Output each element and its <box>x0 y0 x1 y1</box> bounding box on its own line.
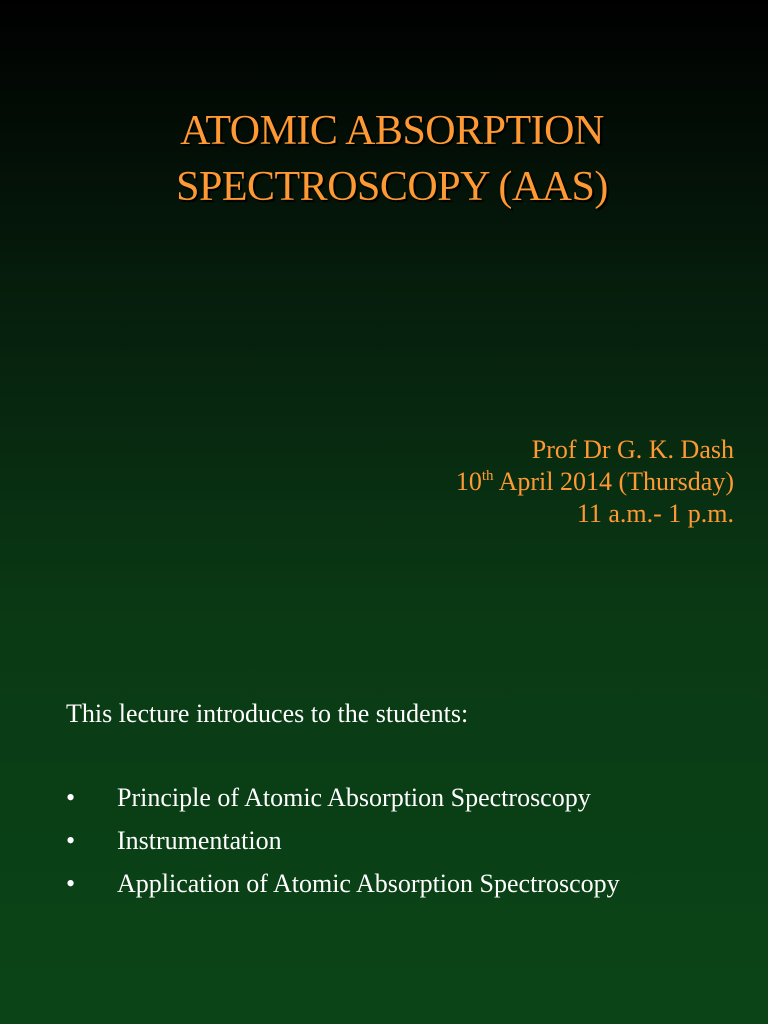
list-item-text: Application of Atomic Absorption Spectroscopy <box>117 869 620 898</box>
lecture-info <box>456 434 734 530</box>
list-item <box>66 868 620 911</box>
title-line-1: ATOMIC ABSORPTION <box>180 108 604 154</box>
presenter-name: Prof Dr G. K. Dash <box>531 435 734 464</box>
title-line-2: SPECTROSCOPY (AAS) <box>176 164 608 210</box>
date-rest: April 2014 (Thursday) <box>493 467 734 496</box>
list-item-text: Principle of Atomic Absorption Spectroscopy <box>117 783 591 812</box>
lecture-time: 11 a.m.- 1 p.m. <box>576 499 734 528</box>
bullet-icon: • <box>66 869 76 898</box>
list-item <box>66 825 620 868</box>
slide-title <box>0 103 768 215</box>
list-item <box>66 782 620 825</box>
bullet-icon: • <box>66 826 76 855</box>
date-day: 10 <box>455 467 482 496</box>
topic-list <box>66 782 620 911</box>
list-item-text: Instrumentation <box>117 826 282 855</box>
date-day-suffix: th <box>481 468 494 484</box>
intro-text: This lecture introduces to the students: <box>66 699 469 728</box>
bullet-icon: • <box>66 783 76 812</box>
lecture-date <box>456 466 734 498</box>
